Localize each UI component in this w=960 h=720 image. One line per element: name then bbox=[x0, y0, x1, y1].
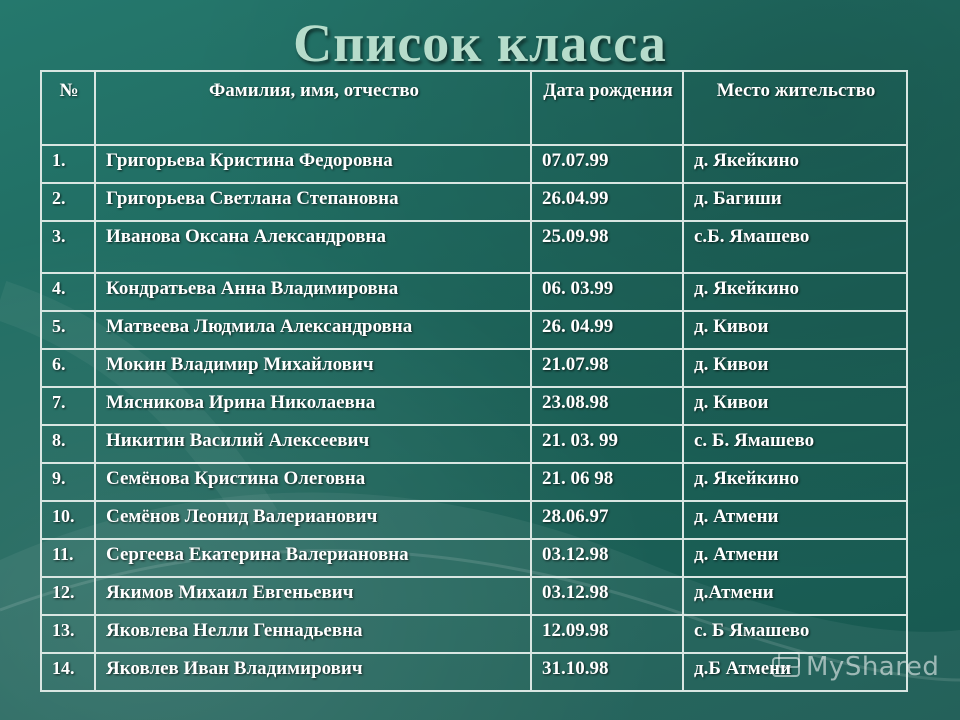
cell-number: 7. bbox=[41, 387, 95, 425]
cell-full-name: Семёнова Кристина Олеговна bbox=[95, 463, 531, 501]
cell-residence: с. Б. Ямашево bbox=[683, 425, 907, 463]
cell-full-name: Якимов Михаил Евгеньевич bbox=[95, 577, 531, 615]
cell-number: 14. bbox=[41, 653, 95, 691]
cell-number: 9. bbox=[41, 463, 95, 501]
cell-residence: д. Атмени bbox=[683, 539, 907, 577]
table-row bbox=[41, 183, 907, 221]
cell-full-name: Мокин Владимир Михайлович bbox=[95, 349, 531, 387]
cell-number: 6. bbox=[41, 349, 95, 387]
cell-full-name: Мясникова Ирина Николаевна bbox=[95, 387, 531, 425]
cell-birth-date: 21.07.98 bbox=[531, 349, 683, 387]
table-row bbox=[41, 425, 907, 463]
cell-number: 1. bbox=[41, 145, 95, 183]
header-birth-date bbox=[531, 71, 683, 145]
cell-birth-date: 03.12.98 bbox=[531, 577, 683, 615]
cell-birth-date: 21. 06 98 bbox=[531, 463, 683, 501]
table-row bbox=[41, 311, 907, 349]
cell-number: 8. bbox=[41, 425, 95, 463]
cell-birth-date: 03.12.98 bbox=[531, 539, 683, 577]
cell-birth-date: 07.07.99 bbox=[531, 145, 683, 183]
cell-full-name: Иванова Оксана Александровна bbox=[95, 221, 531, 273]
table-row bbox=[41, 577, 907, 615]
cell-residence: д.Б Атмени bbox=[683, 653, 907, 691]
watermark-text: MyShared bbox=[806, 652, 940, 682]
cell-residence: д. Атмени bbox=[683, 501, 907, 539]
table-row bbox=[41, 501, 907, 539]
header-number: № bbox=[41, 71, 95, 145]
table-row bbox=[41, 615, 907, 653]
cell-full-name: Семёнов Леонид Валерианович bbox=[95, 501, 531, 539]
class-list-table bbox=[40, 70, 908, 692]
table-row bbox=[41, 273, 907, 311]
table-row bbox=[41, 221, 907, 273]
table-row bbox=[41, 349, 907, 387]
cell-full-name: Матвеева Людмила Александровна bbox=[95, 311, 531, 349]
cell-birth-date: 12.09.98 bbox=[531, 615, 683, 653]
table-row bbox=[41, 145, 907, 183]
cell-birth-date: 21. 03. 99 bbox=[531, 425, 683, 463]
cell-birth-date: 28.06.97 bbox=[531, 501, 683, 539]
cell-full-name: Яковлева Нелли Геннадьевна bbox=[95, 615, 531, 653]
cell-birth-date: 26. 04.99 bbox=[531, 311, 683, 349]
cell-full-name: Кондратьева Анна Владимировна bbox=[95, 273, 531, 311]
cell-birth-date: 26.04.99 bbox=[531, 183, 683, 221]
cell-residence: д. Кивои bbox=[683, 349, 907, 387]
cell-residence: д. Кивои bbox=[683, 311, 907, 349]
cell-residence: д. Якейкино bbox=[683, 463, 907, 501]
cell-number: 11. bbox=[41, 539, 95, 577]
cell-residence: д. Кивои bbox=[683, 387, 907, 425]
cell-number: 2. bbox=[41, 183, 95, 221]
cell-birth-date: 23.08.98 bbox=[531, 387, 683, 425]
cell-full-name: Григорьева Светлана Степановна bbox=[95, 183, 531, 221]
cell-number: 10. bbox=[41, 501, 95, 539]
cell-residence: д.Атмени bbox=[683, 577, 907, 615]
cell-number: 13. bbox=[41, 615, 95, 653]
cell-number: 5. bbox=[41, 311, 95, 349]
table-row bbox=[41, 387, 907, 425]
cell-number: 12. bbox=[41, 577, 95, 615]
cell-birth-date: 25.09.98 bbox=[531, 221, 683, 273]
watermark-logo-icon bbox=[770, 650, 804, 680]
cell-residence: д. Багиши bbox=[683, 183, 907, 221]
cell-full-name: Сергеева Екатерина Валериановна bbox=[95, 539, 531, 577]
cell-residence: д. Якейкино bbox=[683, 145, 907, 183]
cell-residence: с.Б. Ямашево bbox=[683, 221, 907, 273]
cell-birth-date: 31.10.98 bbox=[531, 653, 683, 691]
table-row bbox=[41, 463, 907, 501]
page-title: Список класса bbox=[293, 13, 667, 73]
cell-residence: д. Якейкино bbox=[683, 273, 907, 311]
cell-birth-date: 06. 03.99 bbox=[531, 273, 683, 311]
cell-number: 4. bbox=[41, 273, 95, 311]
cell-number: 3. bbox=[41, 221, 95, 273]
header-birth-date-label: Дата рождения bbox=[543, 80, 673, 101]
table-header-row bbox=[41, 71, 907, 145]
cell-full-name: Яковлев Иван Владимирович bbox=[95, 653, 531, 691]
cell-full-name: Никитин Василий Алексеевич bbox=[95, 425, 531, 463]
cell-residence: с. Б Ямашево bbox=[683, 615, 907, 653]
header-full-name: Фамилия, имя, отчество bbox=[95, 71, 531, 145]
header-residence: Место жительство bbox=[683, 71, 907, 145]
table-body bbox=[41, 145, 907, 691]
cell-full-name: Григорьева Кристина Федоровна bbox=[95, 145, 531, 183]
table-row bbox=[41, 539, 907, 577]
